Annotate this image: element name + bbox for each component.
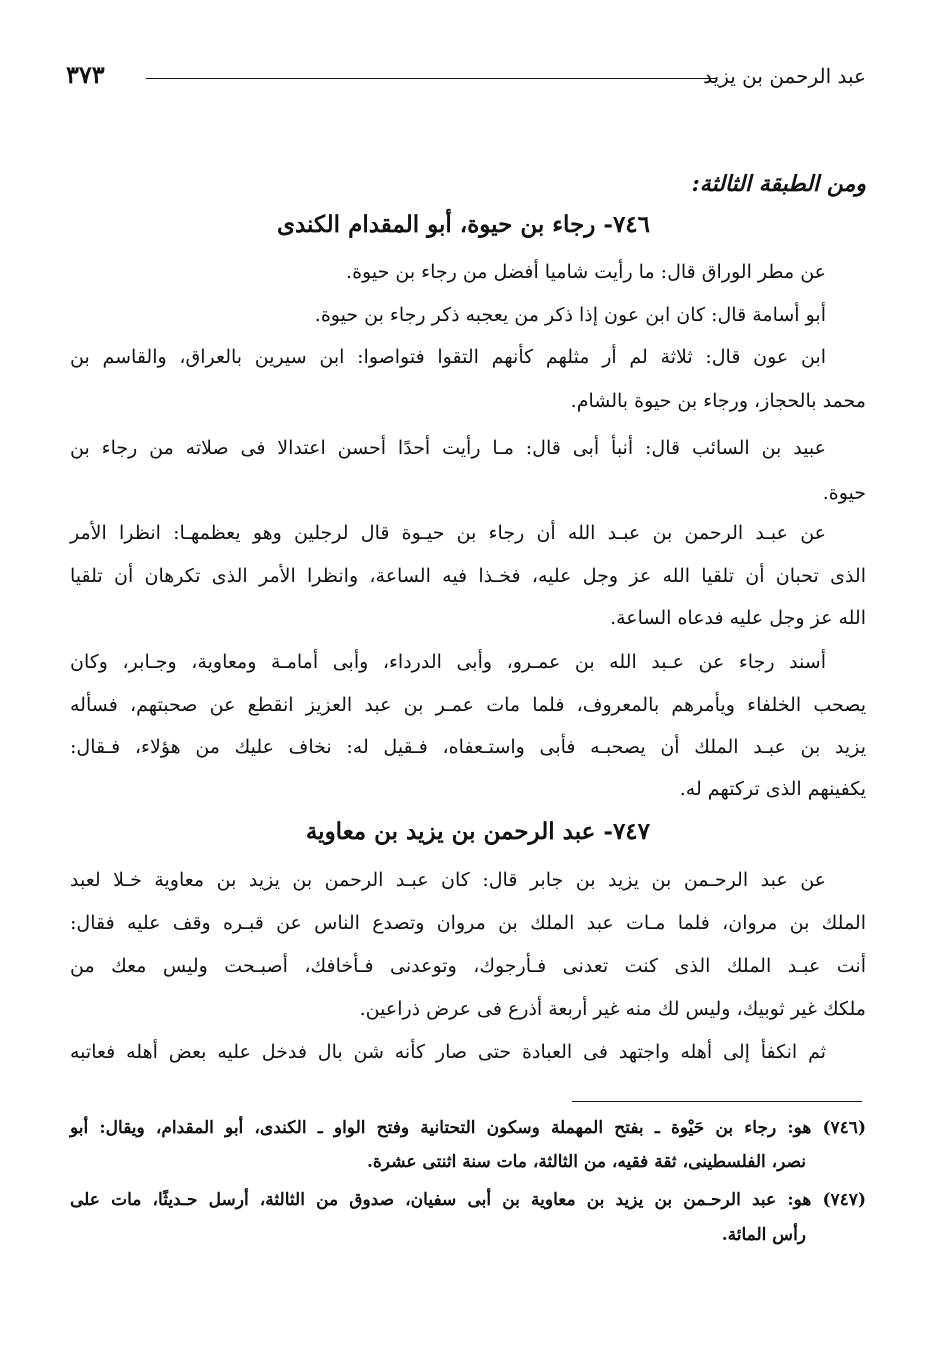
entry-747-line: أنت عبـد الملك الذى كنت تعدنى فـأرجوك، وتوعدنى فـأخافك، أصبـحت وليس معك من (70, 955, 866, 977)
entry-747-line: ثم انكفأ إلى أهله واجتهد فى العبادة حتى صار كأنه شن بال فدخل عليه بعض أهله فعاتبه (70, 1041, 826, 1063)
entry-746-line: ابن عون قال: ثلاثة لم أر مثلهم كأنهم التقوا فتواصوا: ابن سيرين بالعراق، والقاسم بن (70, 346, 826, 368)
entry-746-line: أسند رجاء عن عـبد الله بن عمـرو، وأبى الدرداء، وأبى أمامـة ومعاوية، وجـابر، وكان (70, 651, 826, 673)
entry-746-line: يصحب الخلفاء ويأمرهم بالمعروف، فلما مات عمـر بن عبد العزيز انقطع عن صحبتهم، فسأله (70, 694, 866, 716)
page-number: ٣٧٣ (66, 60, 105, 89)
section-title: ومن الطبقة الثالثة: (691, 171, 866, 197)
footnote-747: (٧٤٧) هو: عبد الرحـمن بن يزيد بن معاوية بن أبى سفيان، صدوق من الثالثة، أرسل حـديثًا، مات على (70, 1190, 866, 1210)
entry-747-heading: ٧٤٧- عبد الرحمن بن يزيد بن معاوية (305, 818, 650, 845)
entry-746-line: الله عز وجل عليه فدعاه الساعة. (610, 607, 866, 629)
entry-746-line: يزيد بن عبـد الملك أن يصحبـه فأبى واستـعفاه، فـقيل له: نخاف عليك من هؤلاء، فـقال: (70, 736, 866, 758)
entry-746-line: الذى تحبان أن تلقيا الله عز وجل عليه، فخـذا فيه الساعة، وانظرا الأمر الذى تكرهان أن تلقيا (70, 565, 866, 587)
entry-746-heading: ٧٤٦- رجاء بن حيوة، أبو المقدام الكندى (276, 211, 650, 238)
entry-746-line: محمد بالحجاز، ورجاء بن حيوة بالشام. (570, 390, 866, 412)
footnote-746: (٧٤٦) هو: رجاء بن حَيْوة ـ بفتح المهملة وسكون التحتانية وفتح الواو ـ الكندى، أبو المقدام، ويقال: أبو (70, 1118, 866, 1138)
footnote-rule (572, 1101, 862, 1102)
entry-746-line: عن مطر الوراق قال: ما رأيت شاميا أفضل من رجاء بن حيوة. (346, 261, 826, 283)
entry-747-line: ملكك غير ثوبيك، وليس لك منه غير أربعة أذرع فى عرض ذراعين. (359, 998, 866, 1020)
entry-746-line: عن عبـد الرحمن بن عبـد الله أن رجاء بن حيـوة قال لرجلين وهو يعظمهـا: انظرا الأمر (70, 522, 827, 544)
entry-746-line: أبو أسامة قال: كان ابن عون إذا ذكر من يعجبه ذكر رجاء بن حيوة. (314, 304, 826, 326)
entry-746-line: عبيد بن السائب قال: أنبأ أبى قال: مـا رأيت أحدًا أحسن اعتدالا فى صلاته من رجاء بن (70, 437, 826, 459)
footnote-746-cont: نصر، الفلسطينى، ثقة فقيه، من الثالثة، مات سنة اثنتى عشرة. (366, 1152, 806, 1172)
running-title: عبد الرحمن بن يزيد (703, 64, 866, 88)
footnote-747-cont: رأس المائة. (721, 1225, 806, 1245)
entry-747-line: الملك بن مروان، فلما مـات عبد الملك بن مروان وتصدع الناس عن قبـره وقف عليه فقال: (70, 912, 866, 934)
entry-746-line: حيوة. (822, 482, 866, 504)
entry-746-line: يكفينهم الذى تركتهم له. (679, 778, 866, 800)
header-rule (146, 78, 716, 79)
entry-747-line: عن عبد الرحـمن بن يزيد بن جابر قال: كان عبـد الرحمن بن يزيد بن معاوية خـلا لعبد (70, 869, 826, 891)
